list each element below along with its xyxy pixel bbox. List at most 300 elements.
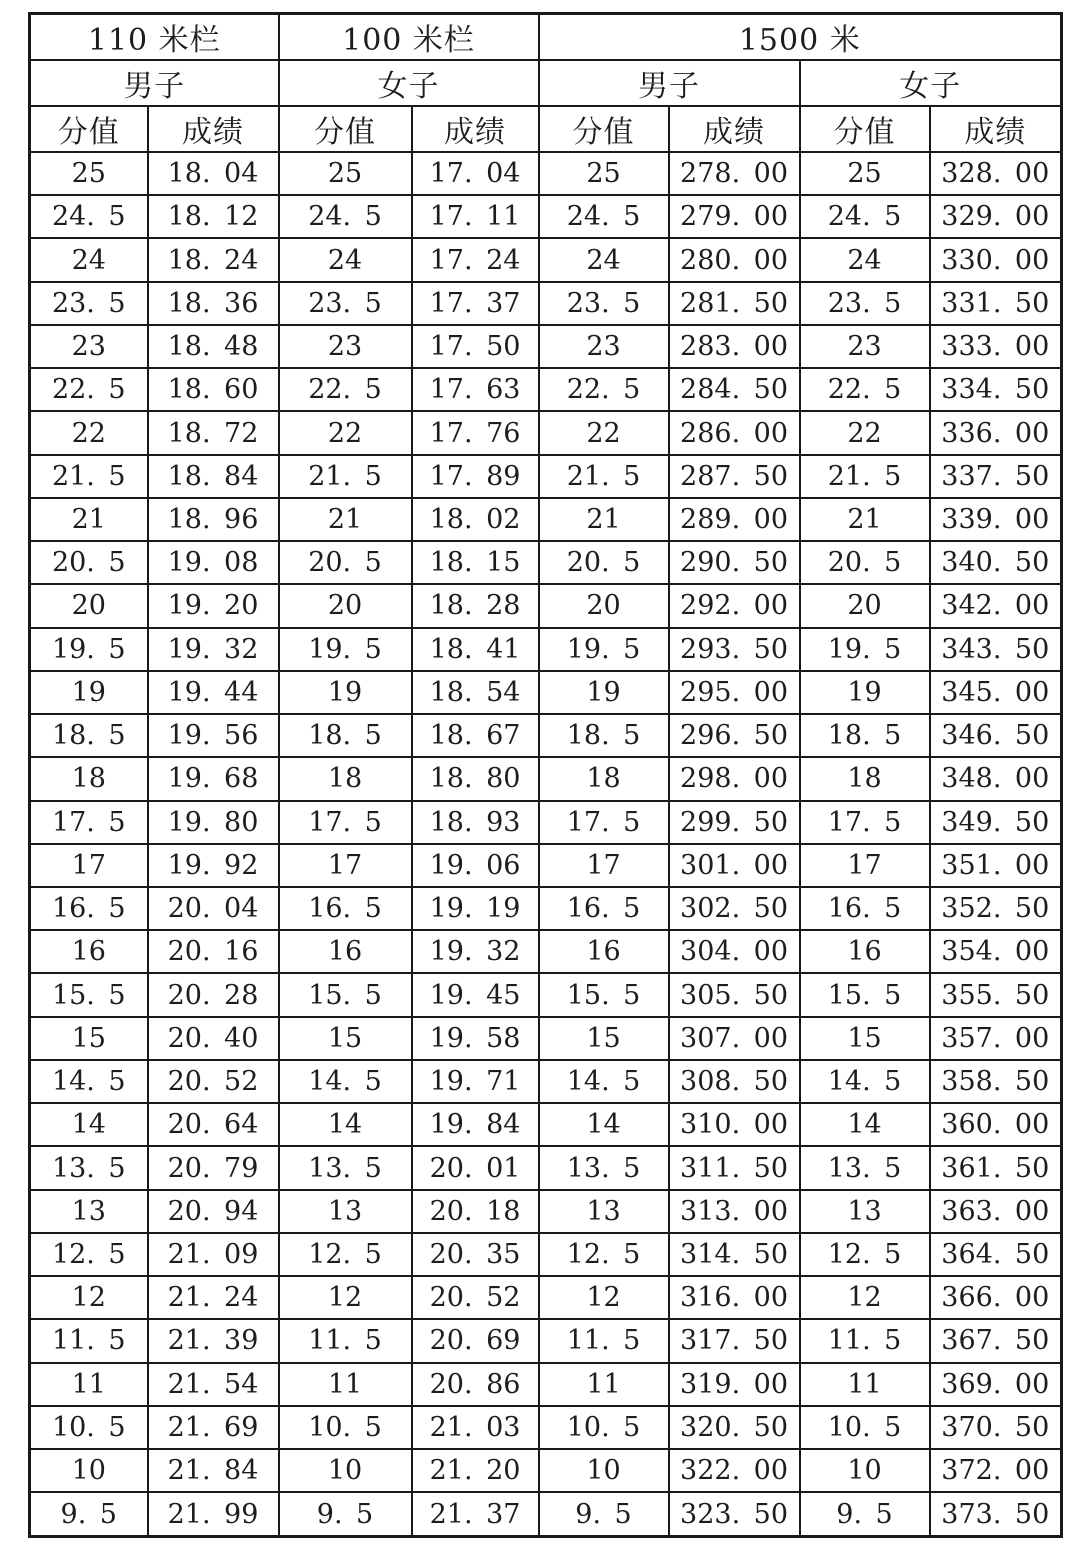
score-cell: 12: [30, 1276, 148, 1319]
score-cell: 11: [539, 1363, 669, 1406]
event-header-row: [30, 14, 1062, 61]
table-row: [30, 282, 1062, 325]
result-cell: 21. 37: [412, 1492, 539, 1536]
column-header-row: [30, 106, 1062, 152]
score-cell: 22. 5: [30, 368, 148, 411]
result-cell: 366. 00: [930, 1276, 1062, 1319]
result-cell: 336. 00: [930, 411, 1062, 454]
score-cell: 23: [800, 325, 930, 368]
result-cell: 18. 04: [148, 152, 279, 195]
result-cell: 20. 40: [148, 1017, 279, 1060]
result-cell: 289. 00: [669, 498, 800, 541]
score-cell: 11. 5: [539, 1319, 669, 1362]
result-cell: 18. 15: [412, 541, 539, 584]
result-cell: 18. 67: [412, 714, 539, 757]
result-cell: 19. 08: [148, 541, 279, 584]
result-cell: 19. 92: [148, 844, 279, 887]
result-cell: 20. 52: [412, 1276, 539, 1319]
score-cell: 17. 5: [279, 801, 412, 844]
gender-header-cell: 男子: [30, 60, 279, 106]
result-cell: 18. 48: [148, 325, 279, 368]
result-cell: 361. 50: [930, 1146, 1062, 1189]
score-cell: 21: [800, 498, 930, 541]
result-cell: 17. 04: [412, 152, 539, 195]
result-cell: 372. 00: [930, 1449, 1062, 1492]
result-cell: 279. 00: [669, 195, 800, 238]
score-cell: 13. 5: [279, 1146, 412, 1189]
result-cell: 18. 12: [148, 195, 279, 238]
table-row: [30, 1319, 1062, 1362]
result-cell: 304. 00: [669, 930, 800, 973]
score-cell: 20: [539, 584, 669, 627]
score-cell: 23. 5: [30, 282, 148, 325]
score-cell: 22: [800, 411, 930, 454]
score-cell: 11. 5: [800, 1319, 930, 1362]
score-cell: 12. 5: [30, 1233, 148, 1276]
score-cell: 17. 5: [800, 801, 930, 844]
score-cell: 18: [800, 757, 930, 800]
score-cell: 22: [539, 411, 669, 454]
result-cell: 20. 28: [148, 973, 279, 1016]
table-row: [30, 325, 1062, 368]
result-cell: 354. 00: [930, 930, 1062, 973]
gender-header-cell: 男子: [539, 60, 800, 106]
result-cell: 17. 89: [412, 455, 539, 498]
result-cell: 17. 24: [412, 238, 539, 281]
table-row: [30, 844, 1062, 887]
table-row: [30, 498, 1062, 541]
score-cell: 22. 5: [800, 368, 930, 411]
result-cell: 20. 94: [148, 1190, 279, 1233]
score-cell: 12. 5: [279, 1233, 412, 1276]
result-cell: 21. 24: [148, 1276, 279, 1319]
score-cell: 13. 5: [539, 1146, 669, 1189]
event-header-cell: 110 米栏: [30, 14, 279, 61]
result-cell: 280. 00: [669, 238, 800, 281]
result-cell: 363. 00: [930, 1190, 1062, 1233]
result-cell: 296. 50: [669, 714, 800, 757]
score-cell: 23: [30, 325, 148, 368]
score-cell: 17: [539, 844, 669, 887]
score-cell: 19: [279, 671, 412, 714]
score-cell: 19: [800, 671, 930, 714]
result-cell: 358. 50: [930, 1060, 1062, 1103]
score-cell: 14. 5: [800, 1060, 930, 1103]
result-cell: 329. 00: [930, 195, 1062, 238]
result-cell: 18. 84: [148, 455, 279, 498]
result-cell: 293. 50: [669, 628, 800, 671]
result-cell: 20. 86: [412, 1363, 539, 1406]
score-cell: 18: [539, 757, 669, 800]
result-cell: 301. 00: [669, 844, 800, 887]
table-row: [30, 238, 1062, 281]
result-cell: 373. 50: [930, 1492, 1062, 1536]
gender-header-row: [30, 60, 1062, 106]
table-row: [30, 1233, 1062, 1276]
result-cell: 360. 00: [930, 1103, 1062, 1146]
score-cell: 24: [30, 238, 148, 281]
score-cell: 16. 5: [539, 887, 669, 930]
score-cell: 10: [800, 1449, 930, 1492]
result-cell: 307. 00: [669, 1017, 800, 1060]
table-row: [30, 887, 1062, 930]
result-cell: 21. 99: [148, 1492, 279, 1536]
score-cell: 20. 5: [539, 541, 669, 584]
result-cell: 18. 80: [412, 757, 539, 800]
result-cell: 319. 00: [669, 1363, 800, 1406]
score-cell: 19: [539, 671, 669, 714]
result-cell: 286. 00: [669, 411, 800, 454]
result-cell: 19. 32: [412, 930, 539, 973]
score-cell: 9. 5: [30, 1492, 148, 1536]
result-cell: 18. 24: [148, 238, 279, 281]
score-cell: 9. 5: [539, 1492, 669, 1536]
result-cell: 19. 45: [412, 973, 539, 1016]
score-cell: 25: [279, 152, 412, 195]
score-cell: 19. 5: [800, 628, 930, 671]
score-cell: 20: [279, 584, 412, 627]
table-row: [30, 455, 1062, 498]
score-cell: 18. 5: [279, 714, 412, 757]
result-cell: 352. 50: [930, 887, 1062, 930]
column-header-cell: 分值: [30, 106, 148, 152]
score-cell: 24. 5: [279, 195, 412, 238]
score-cell: 24: [279, 238, 412, 281]
score-cell: 20. 5: [800, 541, 930, 584]
scoring-table: [28, 12, 1063, 1538]
result-cell: 19. 84: [412, 1103, 539, 1146]
score-cell: 18. 5: [800, 714, 930, 757]
result-cell: 313. 00: [669, 1190, 800, 1233]
result-cell: 342. 00: [930, 584, 1062, 627]
score-cell: 15. 5: [539, 973, 669, 1016]
table-row: [30, 1103, 1062, 1146]
result-cell: 18. 41: [412, 628, 539, 671]
result-cell: 18. 93: [412, 801, 539, 844]
score-cell: 16. 5: [800, 887, 930, 930]
result-cell: 298. 00: [669, 757, 800, 800]
result-cell: 357. 00: [930, 1017, 1062, 1060]
result-cell: 20. 79: [148, 1146, 279, 1189]
score-cell: 24: [800, 238, 930, 281]
result-cell: 333. 00: [930, 325, 1062, 368]
table-row: [30, 541, 1062, 584]
score-cell: 17: [800, 844, 930, 887]
score-cell: 16. 5: [30, 887, 148, 930]
score-cell: 17. 5: [539, 801, 669, 844]
result-cell: 19. 20: [148, 584, 279, 627]
result-cell: 18. 28: [412, 584, 539, 627]
result-cell: 287. 50: [669, 455, 800, 498]
score-cell: 18: [279, 757, 412, 800]
result-cell: 19. 58: [412, 1017, 539, 1060]
gender-header-cell: 女子: [800, 60, 1062, 106]
result-cell: 322. 00: [669, 1449, 800, 1492]
score-cell: 15. 5: [30, 973, 148, 1016]
score-cell: 20: [800, 584, 930, 627]
score-cell: 25: [800, 152, 930, 195]
result-cell: 299. 50: [669, 801, 800, 844]
result-cell: 21. 54: [148, 1363, 279, 1406]
result-cell: 331. 50: [930, 282, 1062, 325]
result-cell: 18. 02: [412, 498, 539, 541]
score-cell: 18. 5: [30, 714, 148, 757]
result-cell: 21. 20: [412, 1449, 539, 1492]
result-cell: 19. 68: [148, 757, 279, 800]
result-cell: 328. 00: [930, 152, 1062, 195]
result-cell: 320. 50: [669, 1406, 800, 1449]
result-cell: 20. 52: [148, 1060, 279, 1103]
table-row: [30, 757, 1062, 800]
table-row: [30, 1363, 1062, 1406]
result-cell: 19. 80: [148, 801, 279, 844]
result-cell: 281. 50: [669, 282, 800, 325]
score-cell: 10. 5: [539, 1406, 669, 1449]
result-cell: 20. 35: [412, 1233, 539, 1276]
result-cell: 20. 64: [148, 1103, 279, 1146]
score-cell: 16: [30, 930, 148, 973]
score-cell: 14: [539, 1103, 669, 1146]
score-cell: 21. 5: [800, 455, 930, 498]
score-cell: 22. 5: [279, 368, 412, 411]
score-cell: 14. 5: [279, 1060, 412, 1103]
score-cell: 19: [30, 671, 148, 714]
score-cell: 15: [800, 1017, 930, 1060]
column-header-cell: 成绩: [930, 106, 1062, 152]
column-header-cell: 成绩: [412, 106, 539, 152]
column-header-cell: 分值: [279, 106, 412, 152]
result-cell: 302. 50: [669, 887, 800, 930]
score-cell: 18. 5: [539, 714, 669, 757]
result-cell: 349. 50: [930, 801, 1062, 844]
score-cell: 10. 5: [800, 1406, 930, 1449]
result-cell: 295. 00: [669, 671, 800, 714]
result-cell: 310. 00: [669, 1103, 800, 1146]
result-cell: 290. 50: [669, 541, 800, 584]
score-cell: 10: [279, 1449, 412, 1492]
score-cell: 19. 5: [539, 628, 669, 671]
score-cell: 12: [800, 1276, 930, 1319]
result-cell: 340. 50: [930, 541, 1062, 584]
score-cell: 19. 5: [279, 628, 412, 671]
score-cell: 14. 5: [30, 1060, 148, 1103]
score-cell: 16: [539, 930, 669, 973]
result-cell: 278. 00: [669, 152, 800, 195]
result-cell: 18. 54: [412, 671, 539, 714]
result-cell: 21. 03: [412, 1406, 539, 1449]
table-row: [30, 930, 1062, 973]
result-cell: 370. 50: [930, 1406, 1062, 1449]
table-row: [30, 584, 1062, 627]
score-cell: 15. 5: [800, 973, 930, 1016]
score-cell: 9. 5: [800, 1492, 930, 1536]
score-cell: 13: [279, 1190, 412, 1233]
result-cell: 334. 50: [930, 368, 1062, 411]
result-cell: 330. 00: [930, 238, 1062, 281]
score-cell: 21: [30, 498, 148, 541]
score-cell: 21: [279, 498, 412, 541]
result-cell: 19. 44: [148, 671, 279, 714]
result-cell: 345. 00: [930, 671, 1062, 714]
score-cell: 14. 5: [539, 1060, 669, 1103]
score-cell: 23: [539, 325, 669, 368]
score-cell: 21. 5: [30, 455, 148, 498]
result-cell: 20. 04: [148, 887, 279, 930]
score-cell: 25: [539, 152, 669, 195]
table-body: [30, 152, 1062, 1537]
score-cell: 11: [279, 1363, 412, 1406]
score-cell: 20: [30, 584, 148, 627]
result-cell: 19. 06: [412, 844, 539, 887]
result-cell: 351. 00: [930, 844, 1062, 887]
score-cell: 24. 5: [30, 195, 148, 238]
result-cell: 21. 09: [148, 1233, 279, 1276]
result-cell: 19. 19: [412, 887, 539, 930]
score-cell: 16. 5: [279, 887, 412, 930]
score-cell: 12. 5: [539, 1233, 669, 1276]
table-header: [30, 14, 1062, 153]
score-cell: 16: [279, 930, 412, 973]
score-cell: 25: [30, 152, 148, 195]
result-cell: 355. 50: [930, 973, 1062, 1016]
table-row: [30, 714, 1062, 757]
result-cell: 21. 69: [148, 1406, 279, 1449]
gender-header-cell: 女子: [279, 60, 539, 106]
result-cell: 19. 71: [412, 1060, 539, 1103]
score-cell: 9. 5: [279, 1492, 412, 1536]
score-cell: 21: [539, 498, 669, 541]
score-cell: 15. 5: [279, 973, 412, 1016]
score-cell: 24. 5: [539, 195, 669, 238]
score-cell: 18: [30, 757, 148, 800]
result-cell: 348. 00: [930, 757, 1062, 800]
result-cell: 292. 00: [669, 584, 800, 627]
column-header-cell: 分值: [800, 106, 930, 152]
score-cell: 13. 5: [800, 1146, 930, 1189]
table-row: [30, 671, 1062, 714]
result-cell: 283. 00: [669, 325, 800, 368]
table-row: [30, 973, 1062, 1016]
result-cell: 314. 50: [669, 1233, 800, 1276]
result-cell: 339. 00: [930, 498, 1062, 541]
score-cell: 11. 5: [279, 1319, 412, 1362]
score-cell: 14: [279, 1103, 412, 1146]
table-row: [30, 411, 1062, 454]
result-cell: 19. 32: [148, 628, 279, 671]
table-row: [30, 368, 1062, 411]
score-cell: 21. 5: [279, 455, 412, 498]
result-cell: 367. 50: [930, 1319, 1062, 1362]
result-cell: 18. 36: [148, 282, 279, 325]
score-cell: 23. 5: [539, 282, 669, 325]
result-cell: 17. 11: [412, 195, 539, 238]
score-cell: 13: [800, 1190, 930, 1233]
column-header-cell: 成绩: [148, 106, 279, 152]
result-cell: 308. 50: [669, 1060, 800, 1103]
table-row: [30, 1190, 1062, 1233]
score-cell: 17: [279, 844, 412, 887]
result-cell: 305. 50: [669, 973, 800, 1016]
result-cell: 17. 37: [412, 282, 539, 325]
score-cell: 22: [30, 411, 148, 454]
result-cell: 20. 01: [412, 1146, 539, 1189]
score-cell: 23: [279, 325, 412, 368]
score-cell: 17: [30, 844, 148, 887]
score-cell: 10: [539, 1449, 669, 1492]
event-header-cell: 100 米栏: [279, 14, 539, 61]
column-header-cell: 分值: [539, 106, 669, 152]
score-cell: 12: [279, 1276, 412, 1319]
table-row: [30, 1449, 1062, 1492]
table-row: [30, 1276, 1062, 1319]
result-cell: 343. 50: [930, 628, 1062, 671]
result-cell: 337. 50: [930, 455, 1062, 498]
table-row: [30, 628, 1062, 671]
score-cell: 15: [539, 1017, 669, 1060]
score-cell: 22. 5: [539, 368, 669, 411]
table-row: [30, 195, 1062, 238]
score-cell: 23. 5: [800, 282, 930, 325]
result-cell: 17. 50: [412, 325, 539, 368]
score-cell: 11: [800, 1363, 930, 1406]
result-cell: 311. 50: [669, 1146, 800, 1189]
score-cell: 15: [30, 1017, 148, 1060]
result-cell: 20. 16: [148, 930, 279, 973]
score-cell: 14: [30, 1103, 148, 1146]
result-cell: 18. 72: [148, 411, 279, 454]
score-cell: 12. 5: [800, 1233, 930, 1276]
result-cell: 21. 84: [148, 1449, 279, 1492]
table-row: [30, 1060, 1062, 1103]
score-cell: 11. 5: [30, 1319, 148, 1362]
result-cell: 20. 69: [412, 1319, 539, 1362]
result-cell: 369. 00: [930, 1363, 1062, 1406]
score-cell: 22: [279, 411, 412, 454]
score-cell: 17. 5: [30, 801, 148, 844]
score-cell: 23. 5: [279, 282, 412, 325]
score-cell: 20. 5: [279, 541, 412, 584]
result-cell: 364. 50: [930, 1233, 1062, 1276]
result-cell: 18. 60: [148, 368, 279, 411]
score-cell: 11: [30, 1363, 148, 1406]
result-cell: 17. 76: [412, 411, 539, 454]
result-cell: 20. 18: [412, 1190, 539, 1233]
result-cell: 18. 96: [148, 498, 279, 541]
score-cell: 10. 5: [279, 1406, 412, 1449]
score-cell: 24: [539, 238, 669, 281]
score-cell: 13: [30, 1190, 148, 1233]
score-cell: 10. 5: [30, 1406, 148, 1449]
table-row: [30, 1492, 1062, 1536]
table-row: [30, 1406, 1062, 1449]
score-cell: 15: [279, 1017, 412, 1060]
column-header-cell: 成绩: [669, 106, 800, 152]
table-row: [30, 1146, 1062, 1189]
result-cell: 19. 56: [148, 714, 279, 757]
result-cell: 317. 50: [669, 1319, 800, 1362]
result-cell: 316. 00: [669, 1276, 800, 1319]
score-cell: 19. 5: [30, 628, 148, 671]
score-cell: 10: [30, 1449, 148, 1492]
score-cell: 13: [539, 1190, 669, 1233]
score-cell: 13. 5: [30, 1146, 148, 1189]
result-cell: 323. 50: [669, 1492, 800, 1536]
table-row: [30, 1017, 1062, 1060]
result-cell: 21. 39: [148, 1319, 279, 1362]
result-cell: 17. 63: [412, 368, 539, 411]
score-cell: 24. 5: [800, 195, 930, 238]
score-cell: 14: [800, 1103, 930, 1146]
